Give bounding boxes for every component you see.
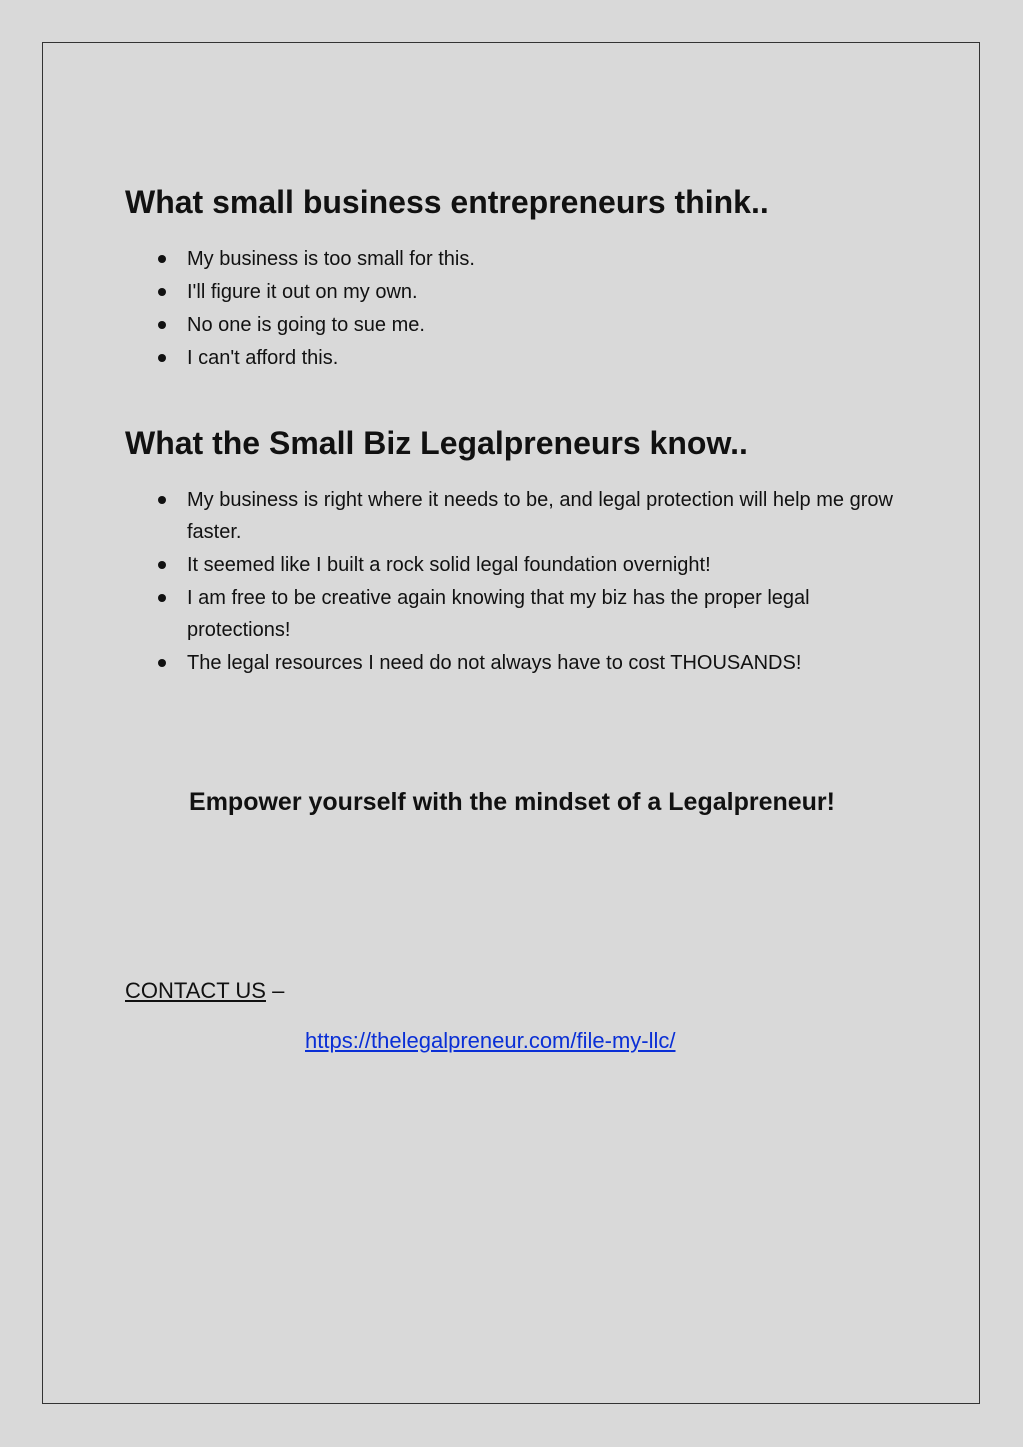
bullet-icon [158, 496, 166, 504]
bullet-icon [158, 354, 166, 362]
empower-tagline: Empower yourself with the mindset of a Legalpreneur! [189, 788, 835, 816]
section1-list [125, 243, 905, 375]
list-item [125, 342, 905, 374]
list-item [125, 484, 905, 548]
bullet-icon [158, 594, 166, 602]
document-page [42, 42, 980, 1404]
list-item-text: I'll figure it out on my own. [187, 281, 418, 303]
bullet-icon [158, 561, 166, 569]
list-item-text: I am free to be creative again knowing that my biz has the proper legal protections! [187, 587, 810, 641]
list-item-text: My business is too small for this. [187, 248, 475, 270]
list-item-text: The legal resources I need do not always have to cost THOUSANDS! [187, 652, 802, 674]
list-item [125, 549, 905, 581]
contact-line [125, 975, 284, 1007]
list-item [125, 309, 905, 341]
list-item-text: I can't afford this. [187, 347, 339, 369]
list-item [125, 647, 905, 679]
bullet-icon [158, 288, 166, 296]
contact-url-link[interactable]: https://thelegalpreneur.com/file-my-llc/ [305, 1028, 676, 1053]
list-item-text: My business is right where it needs to be, and legal protection will help me grow faster. [187, 489, 893, 543]
contact-separator: – [265, 978, 285, 1003]
list-item-text: No one is going to sue me. [187, 314, 425, 336]
list-item [125, 582, 905, 646]
list-item [125, 243, 905, 275]
list-item [125, 276, 905, 308]
contact-us-label: CONTACT US [125, 978, 266, 1003]
list-item-text: It seemed like I built a rock solid legal foundation overnight! [187, 554, 711, 576]
bullet-icon [158, 255, 166, 263]
section1-heading: What small business entrepreneurs think.. [125, 184, 769, 220]
bullet-icon [158, 659, 166, 667]
bullet-icon [158, 321, 166, 329]
section2-heading: What the Small Biz Legalpreneurs know.. [125, 425, 748, 461]
section2-list [125, 484, 905, 680]
